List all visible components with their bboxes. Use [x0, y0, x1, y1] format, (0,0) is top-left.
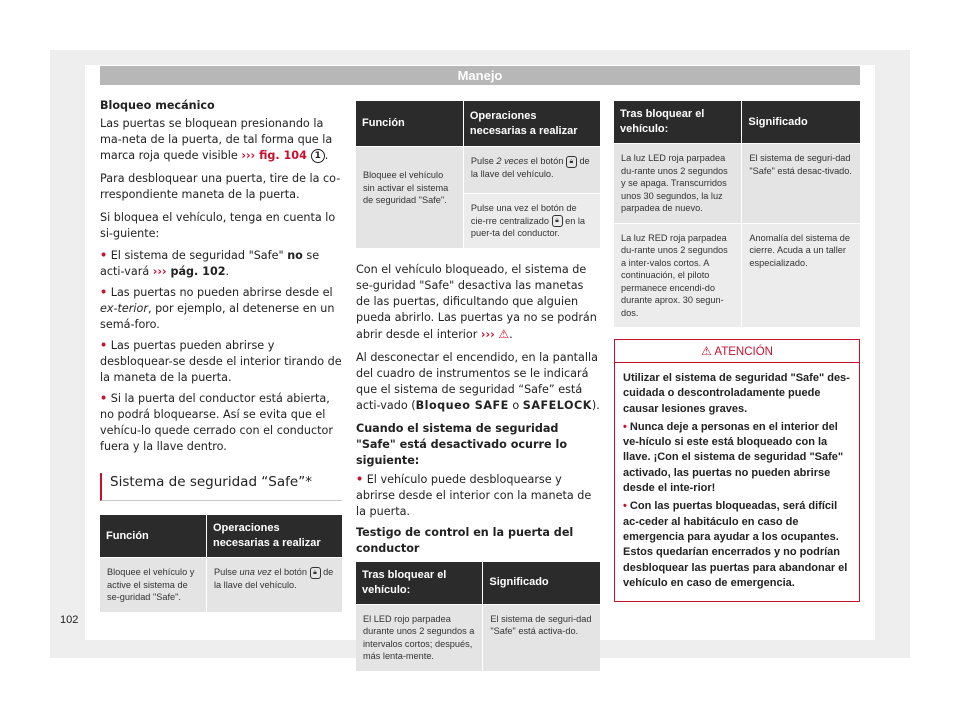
table-cell: Bloquee el vehículo y active el sistema de se-guridad "Safe". — [100, 558, 206, 612]
bullet-item — [100, 248, 342, 280]
paragraph-note: Si bloquea el vehículo, tenga en cuenta lo si-guiente: — [100, 211, 336, 240]
function-table-1 — [100, 515, 342, 612]
text: El vehículo puede desbloquearse y abrirse desde el interior con la maneta de la puerta. — [356, 472, 592, 518]
warning-triangle-icon: ⚠ — [701, 344, 712, 358]
bullet-icon: • — [100, 339, 108, 352]
text-italic: 2 veces — [496, 156, 529, 166]
bullet-item — [100, 338, 342, 386]
warning-box — [614, 339, 860, 602]
text: Las puertas se bloquean presionando la ma-neta de la puerta, de tal forma que la marca roja quede visible — [100, 117, 333, 162]
table-header: Operaciones necesarias a realizar — [463, 101, 600, 147]
bullet-item — [356, 472, 600, 520]
indicator-table-1 — [356, 562, 600, 671]
paragraph-lock-description — [100, 116, 342, 164]
heading-mechanical-lock: Bloqueo mecánico — [100, 99, 215, 112]
text: de la llave del vehículo. — [470, 156, 590, 179]
table-header: Tras bloquear el vehículo: — [356, 562, 483, 605]
text: Pulse — [470, 156, 497, 166]
text: ). — [591, 398, 600, 412]
text: Las puertas no pueden abrirse desde el — [110, 286, 333, 299]
text: . — [509, 327, 513, 341]
text: se acti-vará — [100, 249, 320, 278]
bullet-icon: • — [100, 249, 108, 262]
warning-paragraph: Utilizar el sistema de seguridad "Safe" des-cuidada o descontroladamente puede causar lesiones graves. — [623, 372, 850, 415]
indicator-table-2 — [614, 101, 860, 327]
table-cell: El LED rojo parpadea durante unos 2 segundos a intervalos cortos; después, más lenta-mente. — [356, 604, 483, 671]
subheading-deactivated: Cuando el sistema de seguridad "Safe" está desactivado ocurre lo siguiente: — [356, 421, 568, 467]
bullet-icon: • — [100, 286, 108, 299]
text: o — [508, 398, 523, 412]
warning-header — [615, 340, 859, 363]
text: el botón — [271, 567, 310, 577]
table-cell: El sistema de seguri-dad "Safe" está desac-tivado. — [742, 144, 860, 224]
text: . — [324, 149, 329, 162]
text: Al desconectar el encendido, en la pantalla del cuadro de instrumentos se le indicará que el sistema de seguridad “Safe” está acti-vado ( — [356, 350, 598, 412]
warning-triangle-icon: ⚠ — [498, 326, 510, 341]
table-cell: La luz RED roja parpadea du-rante unos 2 segundos a inter-valos cortos. A continuación, el piloto permanece encendi-do durante aprox. 30 segun-dos. — [614, 223, 742, 327]
text: El sistema de seguridad "Safe" — [110, 249, 288, 262]
column-3 — [614, 101, 860, 602]
text-bold: no — [287, 249, 303, 262]
table-header: Significado — [742, 101, 860, 144]
display-label: SAFELOCK — [522, 398, 592, 412]
bullet-icon: • — [100, 392, 108, 405]
text: . — [225, 265, 230, 278]
paragraph-display — [356, 350, 600, 414]
table-cell: Anomalía del sistema de cierre. Acuda a un taller especializado. — [742, 223, 860, 327]
table-cell — [206, 558, 342, 612]
text-italic: ex-terior — [100, 302, 148, 315]
bullet-item — [100, 391, 342, 455]
table-header: Operaciones necesarias a realizar — [206, 515, 342, 558]
display-label: Bloqueo SAFE — [415, 398, 509, 412]
text: el botón — [528, 156, 566, 166]
table-cell: El sistema de seguri-dad "Safe" está activa-do. — [483, 604, 600, 671]
text: Pulse — [213, 567, 240, 577]
figure-link[interactable]: fig. 104 — [255, 149, 311, 162]
chapter-header: Manejo — [100, 66, 860, 85]
table-cell: Bloquee el vehículo sin activar el sistema de seguridad "Safe". — [356, 147, 463, 248]
table-header: Función — [100, 515, 206, 558]
bullet-icon: • — [623, 420, 627, 433]
text: de la llave del vehículo. — [213, 567, 334, 590]
table-header: Significado — [483, 562, 600, 605]
warning-bullet — [623, 499, 851, 591]
column-1 — [100, 98, 342, 612]
central-lock-icon: 🔒︎ — [552, 215, 563, 227]
warning-bullet — [623, 420, 851, 496]
text: Si la puerta del conductor está abierta, no podrá bloquearse. Así se evita que el vehícu-lo quede cerrado con el conductor fuera y la llave dentro. — [100, 392, 333, 453]
bullet-icon: • — [356, 472, 364, 486]
text: en la puer-ta del conductor. — [470, 215, 586, 239]
text: Con las puertas bloqueadas, será difícil ac-ceder al habitáculo en caso de emergencia para ayudar a los ocupantes. Estos quedarían encerrados y no podrían desbloquear las puertas para abandonar el vehículo en caso de emergencia. — [623, 500, 848, 589]
text: Pulse una vez el botón de cie-rre centralizado — [470, 203, 577, 226]
table-cell: La luz LED roja parpadea du-rante unos 2 segundos y se apaga. Transcurridos unos 30 segundos, la luz parpadea de nuevo. — [614, 144, 742, 224]
paragraph-unlock: Para desbloquear una puerta, tire de la co-rrespondiente maneta de la puerta. — [100, 172, 341, 201]
table-cell — [463, 194, 600, 248]
text: Nunca deje a personas en el interior del ve-hículo si este está bloqueado con la llave. ¡Con el sistema de seguridad "Safe" activado, las puertas no pueden abrirse desde el inte-rior! — [623, 420, 844, 495]
warning-body — [615, 363, 859, 601]
ref-arrows: ››› — [152, 265, 167, 278]
ref-arrows: ››› — [241, 149, 256, 162]
subheading-indicator: Testigo de control en la puerta del conductor — [356, 525, 574, 555]
table-header: Función — [356, 101, 463, 147]
bullet-item — [100, 285, 342, 333]
page-link[interactable]: pág. 102 — [166, 265, 226, 278]
function-table-2 — [356, 101, 600, 248]
lock-button-icon: 🔒︎ — [310, 567, 321, 579]
table-header: Tras bloquear el vehículo: — [614, 101, 742, 144]
text: Las puertas pueden abrirse y desbloquear-se desde el interior tirando de la maneta de la puerta. — [100, 339, 342, 384]
column-2 — [356, 101, 600, 671]
callout-badge: 1 — [311, 149, 325, 163]
text: Con el vehículo bloqueado, el sistema de se-guridad "Safe" desactiva las manetas de las puertas, dificultando que alguien pueda abrirlo. Las puertas ya no se podrán abrir desde el interior — [356, 262, 597, 341]
warning-title: ATENCIÓN — [714, 346, 773, 358]
paragraph-safe-active — [356, 262, 600, 343]
text-italic: una vez — [239, 567, 272, 577]
bullet-icon: • — [623, 500, 627, 513]
ref-arrows: ››› — [480, 327, 495, 341]
page-number: 102 — [60, 614, 79, 626]
table-cell — [463, 147, 600, 194]
section-title: Sistema de seguridad “Safe”* — [100, 473, 342, 501]
text: , por ejemplo, al detenerse en un semá-foro. — [100, 302, 335, 331]
lock-button-icon: 🔒︎ — [566, 156, 577, 168]
